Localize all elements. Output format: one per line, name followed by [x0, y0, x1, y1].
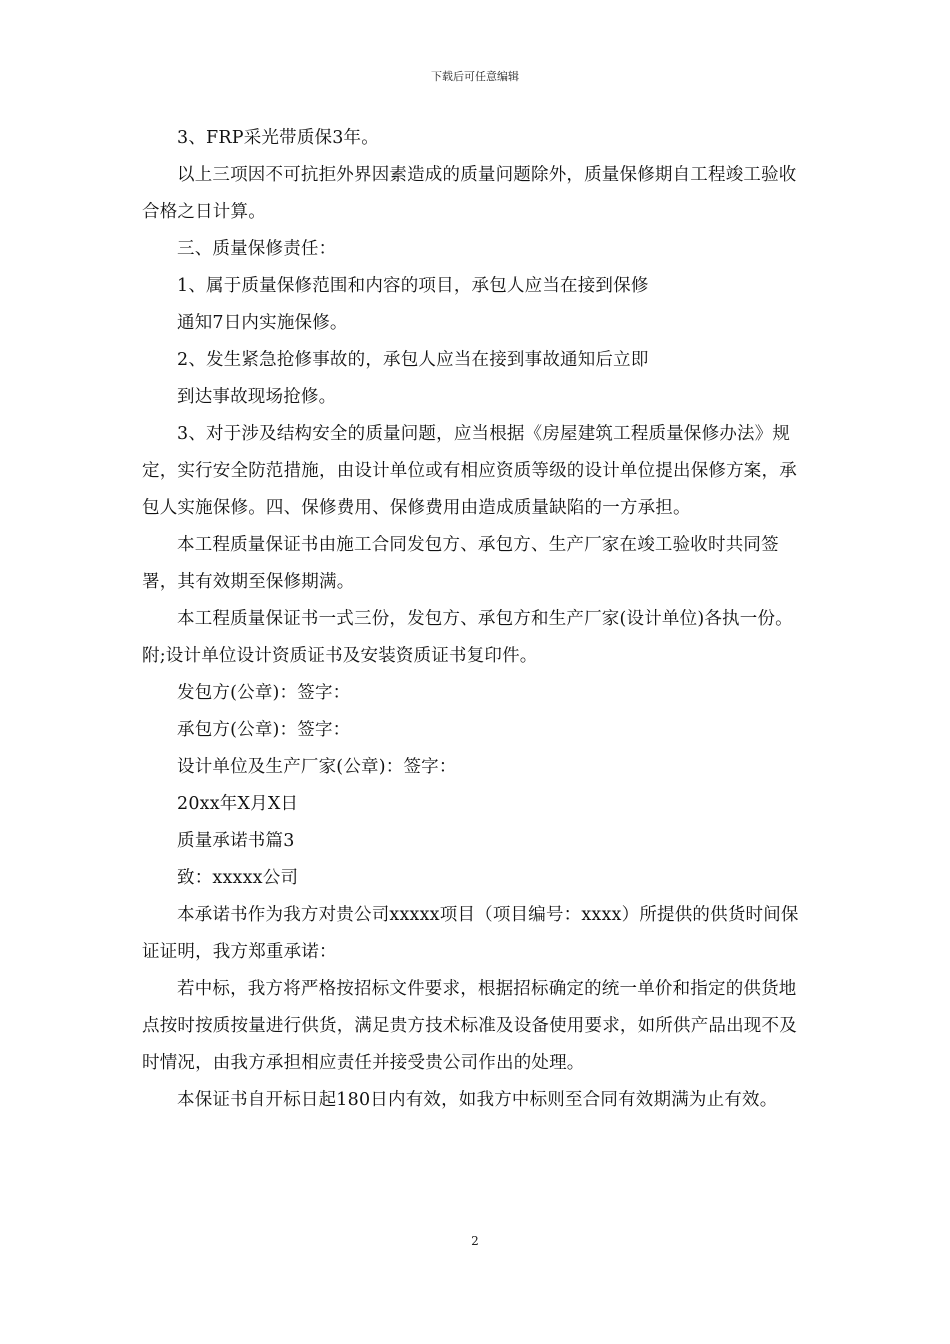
paragraph-pledge-validity: 本保证书自开标日起180日内有效，如我方中标则至合同有效期满为止有效。: [177, 1090, 778, 1110]
paragraph-responsibility-1: 1、属于质量保修范围和内容的项目，承包人应当在接到保修: [177, 276, 649, 296]
paragraph-responsibility-2-cont: 到达事故现场抢修。: [177, 387, 337, 407]
paragraph-responsibility-2: 2、发生紧急抢修事故的，承包人应当在接到事故通知后立即: [177, 350, 649, 370]
paragraph-responsibility-1-cont: 通知7日内实施保修。: [177, 313, 348, 333]
addressee-line: 致：xxxxx公司: [177, 868, 299, 888]
signature-line-employer: 发包方(公章)：签字：: [177, 683, 351, 703]
paragraph-warranty-exclusion: 以上三项因不可抗拒外界因素造成的质量问题除外，质量保修期自工程竣工验收合格之日计算。: [142, 165, 797, 222]
section-title-pledge-3: 质量承诺书篇3: [177, 831, 295, 851]
page-number: 2: [471, 1234, 479, 1248]
page-header: 下载后可任意编辑: [431, 70, 519, 83]
signature-line-designer: 设计单位及生产厂家(公章)：签字：: [177, 757, 457, 777]
signature-line-contractor: 承包方(公章)：签字：: [177, 720, 351, 740]
document-body: [142, 120, 808, 1119]
date-line: 20xx年X月X日: [177, 794, 299, 814]
section-heading-responsibility: 三、质量保修责任：: [177, 239, 337, 259]
paragraph-warranty-frp: 3、FRP采光带质保3年。: [177, 128, 379, 148]
paragraph-pledge-intro: 本承诺书作为我方对贵公司xxxxx项目（项目编号：xxxx）所提供的供货时间保证证明，我方郑重承诺：: [142, 905, 799, 962]
paragraph-copies: 本工程质量保证书一式三份，发包方、承包方和生产厂家(设计单位)各执一份。附;设计单位设计资质证书及安装资质证书复印件。: [142, 609, 793, 666]
paragraph-signing: 本工程质量保证书由施工合同发包方、承包方、生产厂家在竣工验收时共同签署，其有效期至保修期满。: [142, 535, 779, 592]
paragraph-responsibility-3: 3、对于涉及结构安全的质量问题，应当根据《房屋建筑工程质量保修办法》规定，实行安全防范措施，由设计单位或有相应资质等级的设计单位提出保修方案，承包人实施保修。四、保修费用、保修费用由造成质量缺陷的一方承担。: [142, 424, 797, 518]
paragraph-pledge-terms: 若中标，我方将严格按招标文件要求，根据招标确定的统一单价和指定的供货地点按时按质按量进行供货，满足贵方技术标准及设备使用要求，如所供产品出现不及时情况，由我方承担相应责任并接受贵公司作出的处理。: [142, 979, 797, 1073]
